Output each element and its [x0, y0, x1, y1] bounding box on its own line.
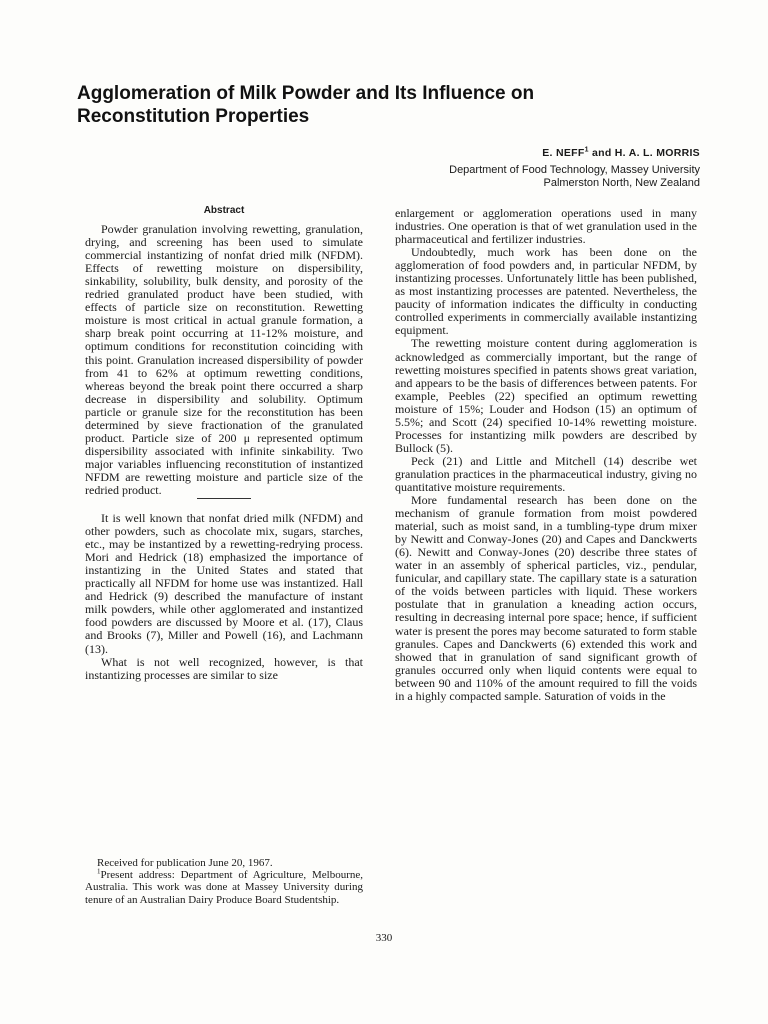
affiliation-line: Palmerston North, New Zealand [543, 177, 700, 189]
author-first: E. NEFF [542, 147, 585, 159]
paragraph: What is not well recognized, however, is that instantizing processes are similar to size [85, 654, 363, 682]
author-join: and [588, 147, 615, 159]
abstract-text: Powder granulation involving rewetting, granulation, drying, and screening has been used to simulate commercial instantizing of nonfat dried milk (NFDM). Effects of rewetting moisture on dispersibility, sinkability, solubility, bulk density, and porosity of the redried granulated product have been studied, with effects of particle size on reconstitution. Rewetting moisture is most critical in actual granule formation, a sharp break point occurring at 11-12% moisture, and optimum conditions for reconstitution coinciding with this point. Granulation increased dispersibility of powder from 41 to 62% at optimum rewetting conditions, whereas beyond the break point there occurred a sharp decrease in dispersibility and solubility. Optimum particle or granule size for the reconstitution has been determined by sieve fractionation of the granulated product. Particle size of 200 μ represented optimum dispersibility associated with infinite sinkability. Two major variables influencing reconstitution of instantized NFDM are rewetting moisture and particle size of the redried product. [85, 222, 363, 497]
received-note: Received for publication June 20, 1967. [97, 857, 273, 869]
abstract-divider [197, 498, 251, 499]
left-column [85, 204, 363, 682]
paragraph: The rewetting moisture content during agglomeration is acknowledged as commercially important, but the range of rewetting moistures specified in patents shows great variation, and appears to be the basis of differences between patents. For example, Peebles (22) specified an optimum rewetting moisture of 15%; Louder and Hodson (15) an optimum of 5.5%; and Scott (24) specified 10-14% rewetting moisture. Processes for instantizing milk powders are described by Bullock (5). [395, 336, 697, 455]
page-number: 330 [375, 932, 393, 944]
footnotes [85, 857, 363, 906]
address-note [85, 869, 363, 906]
right-column [395, 207, 697, 703]
author-second: H. A. L. MORRIS [614, 147, 700, 159]
footnote-mark: 1 [584, 146, 589, 154]
affiliation-line: Department of Food Technology, Massey University [449, 164, 700, 176]
address-text: Present address: Department of Agriculture, Melbourne, Australia. This work was done at Massey University during tenure of an Australian Dairy Produce Board Studentship. [85, 869, 363, 906]
footnote-mark: 1 [97, 867, 101, 876]
body-left [85, 512, 363, 682]
author-line [542, 147, 700, 159]
paragraph: More fundamental research has been done on the mechanism of granule formation from moist powdered material, such as moist sand, in a tumbling-type drum mixer by Newitt and Conway-Jones (20) and Capes and Danckwerts (6). Newitt and Conway-Jones (20) describe three states of water in an assembly of spherical particles, viz., pendular, funicular, and capillary state. The capillary state is a saturation of the voids between particles with liquid. These workers postulate that in granulation a kneading action occurs, resulting in decreasing internal pore space; hence, if sufficient water is present the pores may become saturated to form stable granules. Capes and Danckwerts (6) extended this work and showed that in granulation of sand significant growth of granules occurred only when liquid contents were equal to between 90 and 110% of the amount required to fill the voids in a highly compacted sample. Saturation of voids in the [395, 493, 697, 703]
paper-title: Agglomeration of Milk Powder and Its Influence on Reconstitution Properties [77, 83, 535, 127]
affiliation [449, 164, 700, 190]
paragraph: Peck (21) and Little and Mitchell (14) describe wet granulation practices in the pharmaceutical industry, giving no quantitative moisture requirements. [395, 453, 697, 494]
paragraph: enlargement or agglomeration operations used in many industries. One operation is that of wet granulation used in the pharmaceutical and fertilizer industries. [395, 206, 697, 247]
paragraph: It is well known that nonfat dried milk (NFDM) and other powders, such as chocolate mix, sugars, starches, etc., may be instantized by a rewetting-redrying process. Mori and Hedrick (18) emphasized the importance of instantizing in the United States and stated that practically all NFDM for home use was instantized. Hall and Hedrick (9) described the manufacture of instant milk powders, while other agglomerated and instantized food powders are discussed by Moore et al. (17), Claus and Brooks (7), Miller and Powell (16), and Lachmann (13). [85, 511, 363, 656]
paragraph: Undoubtedly, much work has been done on the agglomeration of food powders and, in particular NFDM, by instantizing processes. Unfortunately little has been published, as most instantizing processes are patented. Nevertheless, the paucity of information indicates the difficulty in conducting controlled experiments in commercially available instantizing equipment. [395, 245, 697, 338]
abstract-heading: Abstract [203, 205, 245, 216]
